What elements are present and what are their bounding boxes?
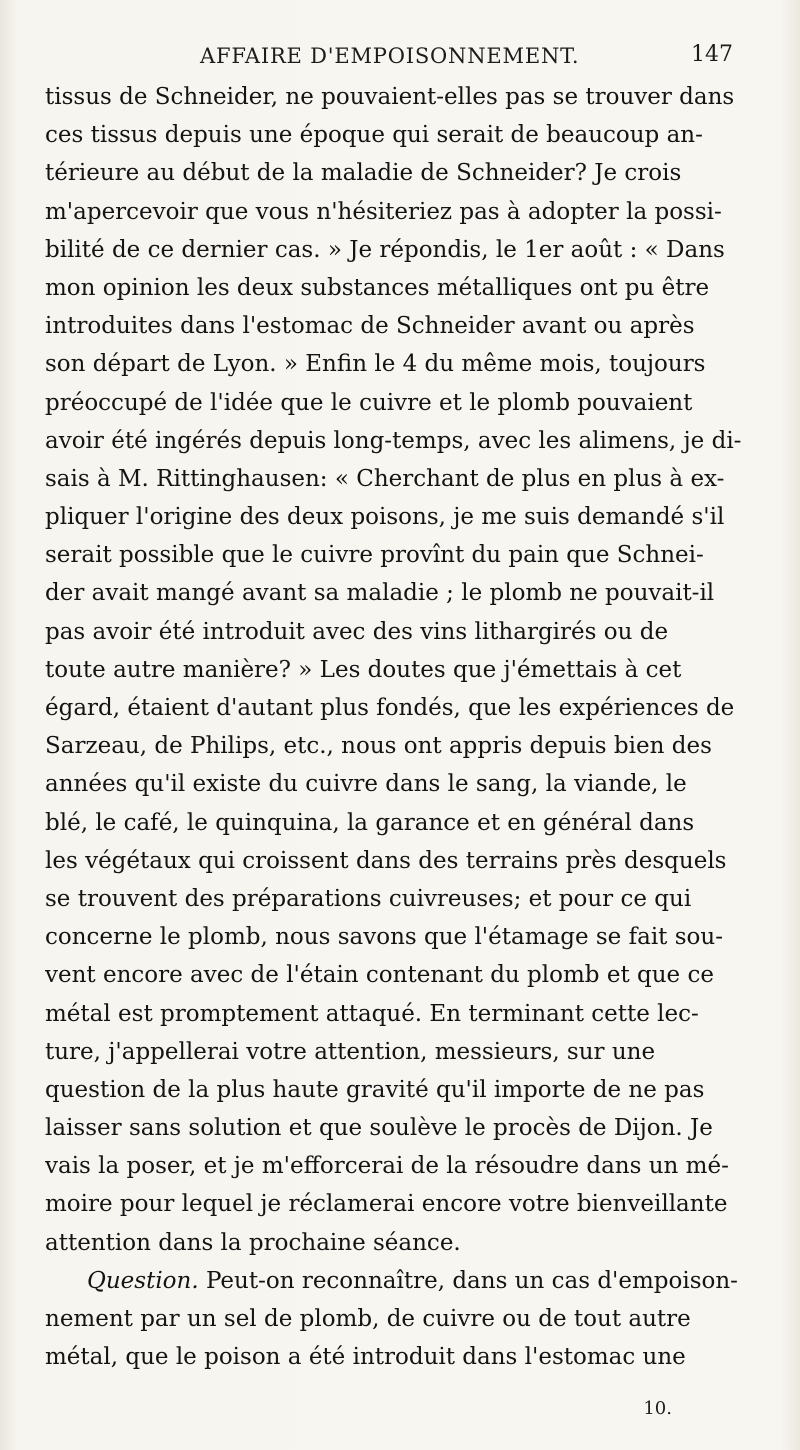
- text-line: térieure au début de la maladie de Schneider? Je crois: [45, 160, 682, 187]
- text-line: son départ de Lyon. » Enfin le 4 du même mois, toujours: [45, 351, 706, 378]
- text-line: toute autre manière? » Les doutes que j'émettais à cet: [45, 656, 682, 683]
- text-line: moire pour lequel je réclamerai encore votre bienveillante: [45, 1191, 728, 1218]
- question-line-1: [45, 1262, 753, 1300]
- question-text: Peut-on reconnaître, dans un cas d'empoison-: [198, 1267, 738, 1294]
- text-line: tissus de Schneider, ne pouvaient-elles pas se trouver dans: [45, 84, 735, 110]
- text-line: vent encore avec de l'étain contenant du plomb et que ce: [45, 962, 714, 989]
- text-line: Sarzeau, de Philips, etc., nous ont appris depuis bien des: [45, 733, 712, 760]
- text-line: préoccupé de l'idée que le cuivre et le plomb pouvaient: [45, 389, 693, 416]
- text-line: sais à M. Rittinghausen: « Cherchant de plus en plus à ex-: [45, 465, 725, 492]
- text-line: attention dans la prochaine séance.: [45, 1229, 461, 1256]
- text-line: laisser sans solution et que soulève le procès de Dijon. Je: [45, 1115, 713, 1142]
- question-label: Question.: [87, 1267, 199, 1294]
- text-line: serait possible que le cuivre provînt du pain que Schnei-: [45, 542, 704, 569]
- question-line-2: nement par un sel de plomb, de cuivre ou de tout autre: [45, 1306, 691, 1332]
- text-line: der avait mangé avant sa maladie ; le plomb ne pouvait-il: [45, 580, 715, 607]
- text-line: métal est promptement attaqué. En terminant cette lec-: [45, 1000, 699, 1027]
- text-line: avoir été ingérés depuis long-temps, avec les alimens, je di-: [45, 427, 742, 454]
- text-line: question de la plus haute gravité qu'il importe de ne pas: [45, 1076, 705, 1103]
- question-line-3: métal, que le poison a été introduit dans l'estomac une: [45, 1344, 686, 1371]
- text-line: se trouvent des préparations cuivreuses; et pour ce qui: [45, 885, 692, 912]
- running-head: [0, 40, 800, 76]
- text-line: m'apercevoir que vous n'hésiteriez pas à adopter la possi-: [45, 198, 722, 225]
- text-line: concerne le plomb, nous savons que l'étamage se fait sou-: [45, 924, 723, 951]
- text-line: ces tissus depuis une époque qui serait de beaucoup an-: [45, 122, 703, 149]
- text-line: blé, le café, le quinquina, la garance et en général dans: [45, 809, 695, 836]
- text-line: pas avoir été introduit avec des vins lithargirés ou de: [45, 618, 669, 645]
- page-number: 147: [691, 42, 733, 67]
- text-line: égard, étaient d'autant plus fondés, que les expériences de: [45, 695, 735, 721]
- text-line: ture, j'appellerai votre attention, messieurs, sur une: [45, 1038, 656, 1065]
- text-line: années qu'il existe du cuivre dans le sang, la viande, le: [45, 771, 687, 798]
- text-line: pliquer l'origine des deux poisons, je me suis demandé s'il: [45, 504, 725, 531]
- text-line: les végétaux qui croissent dans des terrains près desquels: [45, 847, 727, 874]
- signature-mark: 10.: [643, 1398, 672, 1419]
- text-line: bilité de ce dernier cas. » Je répondis, le 1er août : « Dans: [45, 236, 725, 263]
- body-text: [45, 78, 753, 1376]
- text-line: vais la poser, et je m'efforcerai de la résoudre dans un mé-: [45, 1153, 729, 1180]
- text-line: mon opinion les deux substances métalliques ont pu être: [45, 274, 710, 301]
- text-line: introduites dans l'estomac de Schneider avant ou après: [45, 313, 695, 340]
- running-title: AFFAIRE D'EMPOISONNEMENT.: [200, 44, 580, 68]
